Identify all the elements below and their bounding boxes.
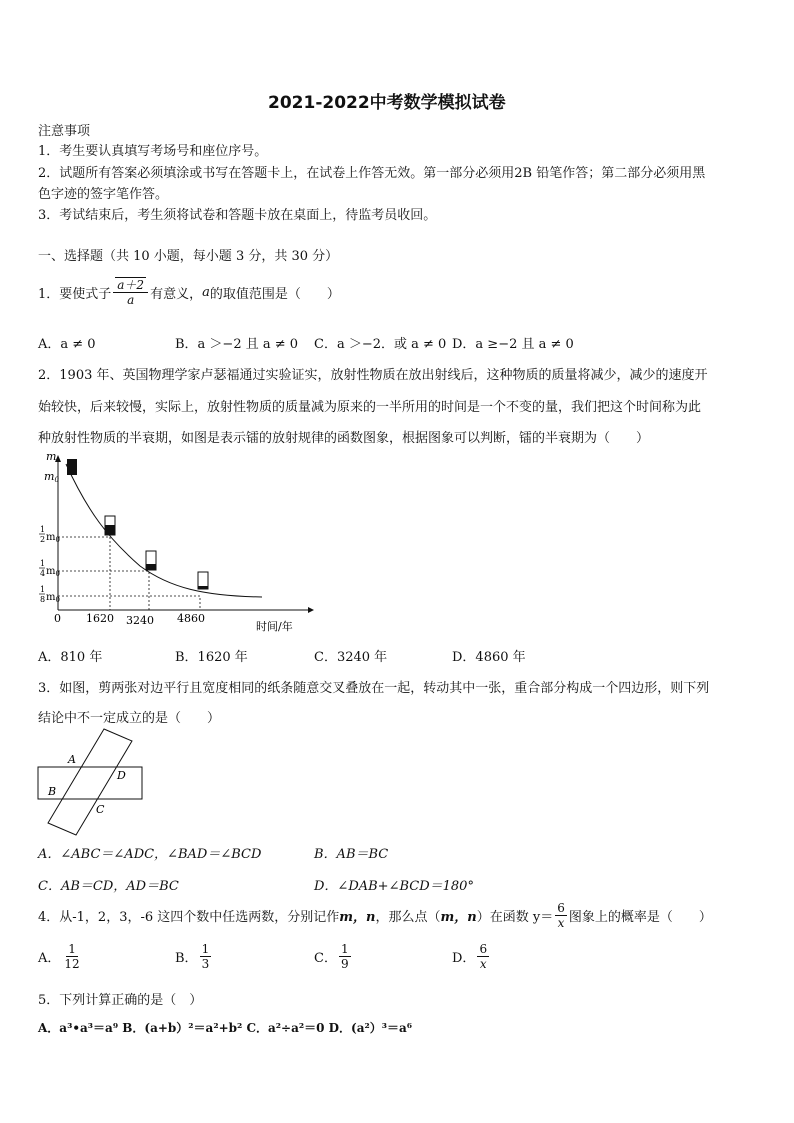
guide-lines [58, 537, 200, 610]
y-tick-eighth [39, 585, 60, 604]
notice-item: 1．考生要认真填写考场号和座位序号。 [38, 144, 268, 159]
q4-option-label: D． [452, 951, 476, 966]
q4-option-c [314, 942, 353, 971]
x-tick-label: 0 [54, 612, 61, 625]
y-tick-half [39, 525, 60, 544]
mass-box-quarter [146, 551, 156, 570]
x-axis-label: 时间/年 [256, 620, 293, 633]
vertex-label-c: C [96, 803, 105, 816]
q2-line: 种放射性物质的半衰期，如图是表示镭的放射规律的函数图象，根据图象可以判断，镭的半衰期为（ ） [38, 431, 650, 446]
q5-text: 5．下列计算正确的是（ ） [38, 993, 203, 1008]
q2-option-c: C．3240 年 [314, 650, 388, 665]
q2-option-a: A．810 年 [38, 650, 103, 665]
q2-option-d: D．4860 年 [452, 650, 526, 665]
svg-text:1: 1 [40, 525, 46, 534]
q1-prefix: 1．要使式子 [38, 287, 112, 302]
q4-opt-den: 12 [64, 957, 80, 971]
q2-option-b: B．1620 年 [175, 650, 248, 665]
tilted-strip [48, 729, 132, 835]
q4-opt-den: x [479, 957, 487, 971]
q4-opt-den: 3 [201, 957, 210, 971]
y-axis-label: m [46, 450, 57, 463]
vertex-label-a: A [68, 753, 76, 766]
q1-option-c: C．a ＞−2．或 a ≠ 0 [314, 337, 447, 352]
paper-strips-figure [36, 727, 146, 837]
y-tick-m0: m0 [44, 470, 59, 484]
q4-function-fraction [555, 901, 567, 930]
q1-option-d: D．a ≥−2 且 a ≠ 0 [452, 337, 574, 352]
vertex-label-b: B [48, 785, 57, 798]
decay-chart [36, 450, 316, 640]
notice-item: 色字迹的签字笔作答。 [38, 187, 169, 202]
q4-opt-num: 1 [340, 942, 349, 956]
mass-box-eighth [198, 572, 208, 589]
q4-opt-num: 1 [201, 942, 210, 956]
q1-expr-den: a [127, 293, 135, 307]
svg-text:m0: $m_0$ [46, 592, 60, 604]
q2-line: 2．1903 年、英国物理学家卢瑟福通过实验证实，放射性物质在放出射线后，这种物质的质量将减少，减少的速度开 [38, 368, 708, 383]
q4-text-c: ）在函数 y＝ [476, 910, 554, 925]
q5-options: A．a³•a³＝a⁹ B．(a+b）²＝a²+b² C．a²÷a²＝0 D．(a²）³＝a⁶ [38, 1021, 413, 1035]
q4-option-label: C． [314, 951, 337, 966]
q4-option-d [452, 942, 491, 971]
mass-box-half [105, 516, 115, 535]
q3-option-c: C．AB＝CD，AD＝BC [38, 879, 179, 894]
q1-suffix-b: 的取值范围是（ ） [209, 287, 340, 302]
q4-func-den: x [557, 916, 565, 930]
q3-line: 结论中不一定成立的是（ ） [38, 711, 221, 726]
q4-opt-num: 6 [479, 942, 488, 956]
q4-func-num: 6 [557, 901, 565, 915]
svg-text:2: 2 [40, 535, 46, 544]
q4-mn: m，n [339, 910, 376, 925]
y-tick-quarter [39, 559, 60, 578]
question-1 [38, 278, 340, 307]
x-axis-arrow [308, 607, 314, 613]
q3-line: 3．如图，剪两张对边平行且宽度相同的纸条随意交叉叠放在一起，转动其中一张，重合部分构成一个四边形，则下列 [38, 681, 710, 696]
q1-option-b: B．a ＞−2 且 a ≠ 0 [175, 337, 299, 352]
decay-curve [66, 464, 262, 597]
q3-option-a: A．∠ABC＝∠ADC，∠BAD＝∠BCD [38, 847, 262, 862]
notice-item: 3．考试结束后，考生须将试卷和答题卡放在桌面上，待监考员收回。 [38, 208, 437, 223]
q4-option-a [38, 942, 84, 971]
notice-item: 2．试题所有答案必须填涂或书写在答题卡上，在试卷上作答无效。第一部分必须用2B 铅笔作答；第二部分必须用黑 [38, 166, 706, 181]
notice-heading: 注意事项 [38, 124, 91, 139]
q4-opt-num: 1 [68, 942, 76, 956]
q1-suffix-a: 有意义， [150, 287, 203, 302]
x-tick-label: 3240 [126, 614, 154, 627]
q3-option-d: D．∠DAB+∠BCD＝180° [314, 879, 474, 894]
page-title: 2021-2022中考数学模拟试卷 [268, 93, 506, 113]
section-heading: 一、选择题（共 10 小题，每小题 3 分，共 30 分） [38, 249, 339, 264]
q4-option-label: B． [175, 951, 198, 966]
question-4 [38, 901, 712, 930]
svg-text:m0: $m_0$ [46, 532, 60, 544]
mass-box-full [67, 459, 77, 475]
q1-expr-num: a＋2 [117, 278, 145, 292]
svg-text:1: 1 [40, 585, 46, 594]
svg-text:1: 1 [40, 559, 46, 568]
x-tick-label: 4860 [177, 612, 205, 625]
q4-option-label: A． [38, 951, 61, 966]
svg-text:8: 8 [40, 595, 46, 604]
q4-opt-den: 9 [340, 957, 349, 971]
svg-text:m0: $m_0$ [46, 566, 60, 578]
q3-option-b: B．AB＝BC [314, 847, 389, 862]
q1-expression [113, 278, 148, 307]
q4-text-a: 4．从-1，2，3，-6 这四个数中任选两数，分别记作 [38, 910, 340, 925]
q1-option-a: A．a ≠ 0 [38, 337, 96, 352]
vertex-label-d: D [117, 769, 126, 782]
q2-line: 始较快，后来较慢，实际上，放射性物质的质量减为原来的一半所用的时间是一个不变的量，我们把这个时间称为此 [38, 400, 702, 415]
q4-text-b: ，那么点（ [375, 910, 441, 925]
q4-option-b [175, 942, 213, 971]
x-tick-label: 1620 [86, 612, 114, 625]
q4-point: m，n [440, 910, 477, 925]
svg-text:4: 4 [40, 569, 46, 578]
q1-var: a [202, 285, 210, 300]
q4-text-d: 图象上的概率是（ ） [568, 910, 712, 925]
